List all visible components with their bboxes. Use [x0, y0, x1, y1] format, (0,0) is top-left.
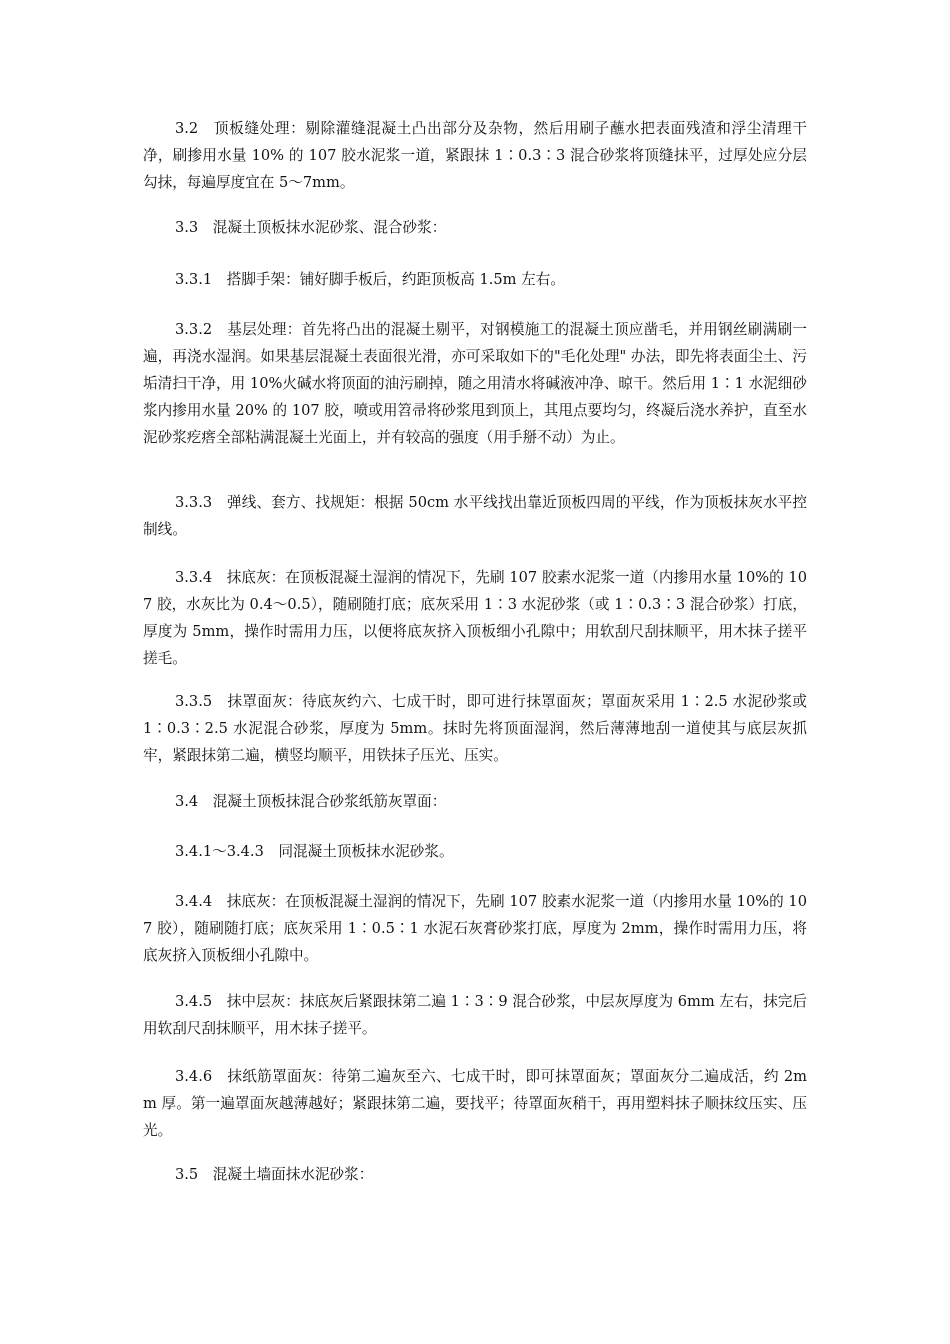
paragraph-3-3-4: 3.3.4 抹底灰：在顶板混凝土湿润的情况下，先刷 107 胶素水泥浆一道（内掺用水量 10%的 107 胶，水灰比为 0.4～0.5），随刷随打底；底灰采用 1∶3 水泥砂浆（或 1∶0.3∶3 混合砂浆）打底，厚度为 5mm，操作时需用力压，以便将底灰挤入顶板细小孔隙中；用软刮尺刮抹顺平，用木抹子搓平搓毛。: [143, 569, 807, 667]
paragraph-3-4-1-3: 3.4.1～3.4.3 同混凝土顶板抹水泥砂浆。: [175, 843, 454, 860]
paragraph-3-3: 3.3 混凝土顶板抹水泥砂浆、混合砂浆：: [175, 219, 447, 236]
paragraph-3-2: 3.2 顶板缝处理：剔除灌缝混凝土凸出部分及杂物，然后用刷子蘸水把表面残渣和浮尘清理干净，刷掺用水量 10% 的 107 胶水泥浆一道，紧跟抹 1∶0.3∶3 混合砂浆将顶缝抹平，过厚处应分层勾抹，每遍厚度宜在 5～7mm。: [143, 120, 807, 191]
paragraph-3-4-6: 3.4.6 抹纸筋罩面灰：待第二遍灰至六、七成干时，即可抹罩面灰；罩面灰分二遍成活，约 2mm 厚。第一遍罩面灰越薄越好；紧跟抹第二遍，要找平；待罩面灰稍干，再用塑料抹子顺抹纹压实、压光。: [143, 1068, 807, 1139]
paragraph-3-3-3: 3.3.3 弹线、套方、找规矩：根据 50cm 水平线找出靠近顶板四周的平线，作为顶板抹灰水平控制线。: [143, 494, 807, 538]
paragraph-3-3-1: 3.3.1 搭脚手架：铺好脚手板后，约距顶板高 1.5m 左右。: [175, 271, 565, 288]
paragraph-3-4: 3.4 混凝土顶板抹混合砂浆纸筋灰罩面：: [175, 793, 447, 810]
paragraph-3-4-5: 3.4.5 抹中层灰：抹底灰后紧跟抹第二遍 1∶3∶9 混合砂浆，中层灰厚度为 6mm 左右，抹完后用软刮尺刮抹顺平，用木抹子搓平。: [143, 993, 807, 1037]
paragraph-3-5: 3.5 混凝土墙面抹水泥砂浆：: [175, 1166, 374, 1183]
paragraph-3-4-4: 3.4.4 抹底灰：在顶板混凝土湿润的情况下，先刷 107 胶素水泥浆一道（内掺用水量 10%的 107 胶），随刷随打底；底灰采用 1∶0.5∶1 水泥石灰膏砂浆打底，厚度为 2mm，操作时需用力压，将底灰挤入顶板细小孔隙中。: [143, 893, 807, 964]
paragraph-3-3-2: 3.3.2 基层处理：首先将凸出的混凝土剔平，对钢模施工的混凝土顶应凿毛，并用钢丝刷满刷一遍，再浇水湿润。如果基层混凝土表面很光滑，亦可采取如下的"毛化处理" 办法，即先将表面尘土、污垢清扫干净，用 10%火碱水将顶面的油污刷掉，随之用清水将碱液冲净、晾干。然后用 1∶1 水泥细砂浆内掺用水量 20% 的 107 胶，喷或用笤帚将砂浆甩到顶上，其甩点要均匀，终凝后浇水养护，直至水泥砂浆疙瘩全部粘满混凝土光面上，并有较高的强度（用手掰不动）为止。: [143, 321, 807, 446]
paragraph-3-3-5: 3.3.5 抹罩面灰：待底灰约六、七成干时，即可进行抹罩面灰；罩面灰采用 1∶2.5 水泥砂浆或 1∶0.3∶2.5 水泥混合砂浆，厚度为 5mm。抹时先将顶面湿润，然后薄薄地刮一道使其与底层灰抓牢，紧跟抹第二遍，横竖均顺平，用铁抹子压光、压实。: [143, 693, 807, 764]
